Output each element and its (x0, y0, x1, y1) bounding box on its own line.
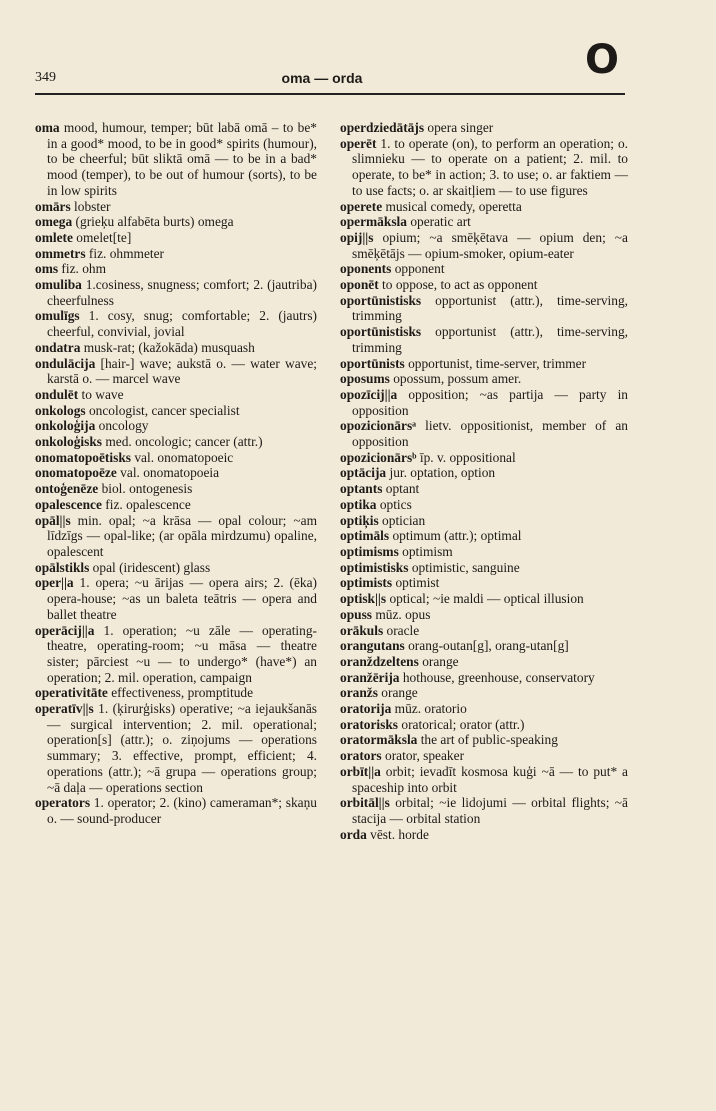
running-head: oma — orda (281, 70, 363, 86)
definition: opportunist, time-server, trimmer (404, 355, 587, 371)
definition: oncologist, cancer specialist (85, 402, 240, 418)
dictionary-entry (35, 795, 317, 826)
definition: oncology (95, 418, 149, 434)
definition: mood, humour, temper; būt labā omā – to be* in a good* mood, to be in good* spirits (humour), to be cheerful; būt sliktā omā — to be in a bad* mood (temper), to be out of humour (sorts), to be in low spirits (47, 120, 317, 198)
dictionary-entry (340, 623, 628, 639)
headword: opozīcij||a (340, 386, 398, 402)
definition: optimistic, sanguine (408, 559, 520, 575)
definition: operatic art (406, 214, 471, 230)
definition: mūz. opus (372, 606, 431, 622)
definition: opium; ~a smēķētava — opium den; ~a smēķētājs — opium-smoker, opium-eater (352, 229, 628, 261)
definition: 1. to operate (on), to perform an operation; o. slimnieku — to operate on a patient; 2. mil. to operate, to be* in action; 3. to use; o. ar faktiem — to use facts; o. ar skaitļiem — to use figures (352, 135, 628, 198)
definition: [hair-] wave; aukstā o. — water wave; karstā o. — marcel wave (47, 355, 317, 387)
definition: fiz. ohmmeter (85, 245, 165, 261)
definition: optant (382, 481, 420, 497)
headword: oposums (340, 371, 390, 387)
dictionary-entry (35, 308, 317, 339)
dictionary-entry (35, 120, 317, 199)
definition: the art of public-speaking (417, 732, 558, 748)
left-column (35, 120, 317, 827)
dictionary-entry (340, 654, 628, 670)
headword: oms (35, 261, 59, 277)
headword: orangutans (340, 638, 405, 654)
dictionary-entry (340, 685, 628, 701)
dictionary-entry (340, 591, 628, 607)
dictionary-entry (340, 607, 628, 623)
definition: hothouse, greenhouse, conservatory (399, 669, 595, 685)
definition: optical; ~ie maldi — optical illusion (386, 591, 584, 607)
dictionary-entry (35, 261, 317, 277)
headword: oportūnistisks (340, 292, 422, 308)
dictionary-entry (340, 324, 628, 355)
headword: orbīt||a (340, 763, 381, 779)
definition: 1. cosy, snug; comfortable; 2. (jautrs) cheerful, convivial, jovial (47, 308, 317, 340)
definition: 1.cosiness, snugness; comfort; 2. (jautriba) cheerfulness (47, 277, 317, 308)
headword: opalescence (35, 496, 102, 512)
headword: oper||a (35, 575, 74, 591)
headword: onkoloģisks (35, 434, 102, 450)
headword: orbitāl||s (340, 795, 390, 811)
headword: opāl||s (35, 512, 71, 528)
headword: optimisms (340, 543, 399, 559)
definition: mūz. oratorio (391, 701, 467, 717)
definition: lobster (70, 198, 111, 214)
headword: orākuls (340, 622, 384, 638)
headword: opozicionārsᵃ (340, 418, 417, 434)
definition: to wave (78, 386, 124, 402)
headword: optika (340, 496, 377, 512)
dictionary-entry (340, 230, 628, 261)
definition: vēst. horde (366, 826, 429, 842)
definition: opposition; ~as partija — party in opposition (352, 386, 628, 418)
dictionary-entry (340, 120, 628, 136)
definition: opal (iridescent) glass (89, 559, 211, 575)
headword: oranžs (340, 685, 378, 701)
definition: oracle (383, 622, 420, 638)
definition: orbital; ~ie lidojumi — orbital flights; ~ā stacija — orbital station (352, 795, 628, 826)
headword: opuss (340, 606, 373, 622)
definition: jur. optation, option (386, 465, 496, 481)
headword: operdziedātājs (340, 120, 425, 135)
headword: oponents (340, 261, 392, 277)
headword: oranžērija (340, 669, 400, 685)
dictionary-entry (35, 685, 317, 701)
definition: optimum (attr.); optimal (389, 528, 522, 544)
headword: operēt (340, 135, 377, 151)
headword: onkoloģija (35, 418, 96, 434)
headword: ondatra (35, 339, 81, 355)
definition: musical comedy, operetta (382, 198, 522, 214)
headword: optācija (340, 465, 387, 481)
dictionary-entry (35, 623, 317, 686)
definition: optimist (392, 575, 440, 591)
definition: opponent (391, 261, 445, 277)
definition: opportunist (attr.), time-serving, trimming (352, 324, 628, 355)
headword: opij||s (340, 229, 374, 245)
definition: optics (376, 496, 412, 512)
dictionary-entry (35, 277, 317, 308)
dictionary-entry (340, 261, 628, 277)
dictionary-entry (340, 748, 628, 764)
headword: onkologs (35, 402, 86, 418)
headword: oma (35, 120, 60, 135)
dictionary-entry (35, 497, 317, 513)
dictionary-entry (340, 764, 628, 795)
dictionary-entry (340, 214, 628, 230)
dictionary-entry (35, 560, 317, 576)
dictionary-entry (340, 638, 628, 654)
dictionary-entry (35, 387, 317, 403)
dictionary-entry (340, 544, 628, 560)
dictionary-entry (340, 356, 628, 372)
dictionary-entry (35, 465, 317, 481)
headword: oranždzeltens (340, 653, 419, 669)
headword: orda (340, 826, 367, 842)
headword: ontoģenēze (35, 481, 99, 497)
definition: val. onomatopoeic (130, 449, 234, 465)
section-letter: O (585, 37, 620, 83)
dictionary-entry (35, 701, 317, 795)
dictionary-entry (340, 277, 628, 293)
headword: oratormāksla (340, 732, 418, 748)
dictionary-entry (340, 732, 628, 748)
dictionary-entry (340, 795, 628, 826)
dictionary-entry (340, 199, 628, 215)
dictionary-entry (340, 717, 628, 733)
definition: 1. (ķirurģisks) operative; ~a iejaukšanās — surgical intervention; 2. mil. operational; operation[s] (attr.); o. ziņojums — operations summary; 3. effective, prompt, efficient; 4. operations (attr.); ~ā grupa — operations group; ~ā daļa — operations section (47, 701, 317, 795)
headword: onomatopoētisks (35, 449, 131, 465)
definition: orange (418, 653, 459, 669)
headword: onomatopoēze (35, 465, 117, 481)
headword: ommetrs (35, 245, 86, 261)
definition: 1. operator; 2. (kino) cameraman*; skaņu o. — sound-producer (47, 795, 317, 826)
dictionary-entry (340, 481, 628, 497)
dictionary-entry (340, 136, 628, 199)
dictionary-entry (35, 214, 317, 230)
dictionary-entry (340, 670, 628, 686)
definition: orang-outan[g], orang-utan[g] (404, 638, 569, 654)
definition: orbit; ievadīt kosmosa kuģi ~ā — to put* a spaceship into orbit (352, 763, 628, 795)
definition: 1. operation; ~u zāle — operating-theatre, operating-room; ~u māsa — theatre sister; pārciest ~u — to undergo* (have*) an operation; 2. mil. operation, campaign (47, 622, 317, 685)
definition: omelet[te] (72, 229, 132, 245)
dictionary-entry (35, 403, 317, 419)
definition: (grieķu alfabēta burts) omega (72, 214, 234, 230)
dictionary-entry (35, 513, 317, 560)
headword: operatīv||s (35, 701, 94, 717)
headword: omārs (35, 198, 71, 214)
definition: orator, speaker (381, 748, 465, 764)
headword: optiķis (340, 512, 379, 528)
dictionary-entry (340, 293, 628, 324)
definition: oratorical; orator (attr.) (398, 716, 525, 732)
definition: optician (378, 512, 426, 528)
dictionary-entry (340, 575, 628, 591)
definition: lietv. oppositionist, member of an opposition (352, 418, 628, 450)
dictionary-entry (340, 387, 628, 418)
headword: omulīgs (35, 308, 80, 324)
definition: to oppose, to act as opponent (378, 277, 538, 293)
headword: operete (340, 198, 383, 214)
definition: opportunist (attr.), time-serving, trimming (352, 292, 628, 324)
definition: biol. ontogenesis (98, 481, 193, 497)
headword: oportūnistisks (340, 324, 422, 340)
headword: oratorisks (340, 716, 399, 732)
definition: med. oncologic; cancer (attr.) (102, 434, 263, 450)
headword: operācij||a (35, 622, 95, 638)
headword: oratorija (340, 701, 392, 717)
headword: optants (340, 481, 383, 497)
headword: opermāksla (340, 214, 407, 230)
headword: oportūnists (340, 355, 405, 371)
dictionary-entry (340, 465, 628, 481)
definition: īp. v. oppositional (416, 449, 516, 465)
dictionary-entry (340, 513, 628, 529)
page-number: 349 (35, 70, 56, 85)
headword: oponēt (340, 277, 379, 293)
dictionary-entry (35, 246, 317, 262)
dictionary-entry (340, 701, 628, 717)
headword: opālstikls (35, 559, 90, 575)
definition: musk-rat; (kažokāda) musquash (80, 339, 255, 355)
dictionary-entry (35, 450, 317, 466)
definition: min. opal; ~a krāsa — opal colour; ~am līdzīgs — opal-like; (ar opāla mirdzumu) opaline, opalescent (47, 512, 317, 559)
dictionary-entry (35, 575, 317, 622)
headword: operators (35, 795, 91, 811)
definition: 1. opera; ~u ārijas — opera airs; 2. (ēka) opera-house; ~as un baleta teātris — opera and ballet theatre (47, 575, 317, 622)
definition: fiz. opalescence (101, 496, 191, 512)
definition: orange (377, 685, 418, 701)
dictionary-entry (340, 497, 628, 513)
dictionary-entry (35, 481, 317, 497)
definition: val. onomatopoeia (116, 465, 220, 481)
dictionary-entry (35, 356, 317, 387)
dictionary-entry (340, 560, 628, 576)
definition: opera singer (424, 120, 494, 135)
dictionary-entry (35, 340, 317, 356)
headword: omlete (35, 229, 73, 245)
headword: omega (35, 214, 73, 230)
dictionary-entry (35, 418, 317, 434)
dictionary-entry (340, 450, 628, 466)
dictionary-entry (340, 528, 628, 544)
headword: opozicionārsᵇ (340, 449, 417, 465)
header-rule (35, 93, 625, 95)
dictionary-entry (35, 434, 317, 450)
headword: omuliba (35, 277, 82, 293)
headword: orators (340, 748, 382, 764)
headword: optimāls (340, 528, 390, 544)
headword: ondulācija (35, 355, 96, 371)
headword: optimists (340, 575, 393, 591)
dictionary-entry (35, 230, 317, 246)
dictionary-entry (340, 827, 628, 843)
headword: ondulēt (35, 386, 79, 402)
dictionary-entry (340, 371, 628, 387)
definition: opossum, possum amer. (389, 371, 522, 387)
definition: optimism (398, 543, 453, 559)
headword: operativitāte (35, 685, 108, 701)
dictionary-entry (340, 418, 628, 449)
dictionary-entry (35, 199, 317, 215)
headword: optisk||s (340, 591, 387, 607)
definition: effectiveness, promptitude (107, 685, 254, 701)
headword: optimistisks (340, 559, 409, 575)
definition: fiz. ohm (58, 261, 107, 277)
right-column (340, 120, 628, 842)
